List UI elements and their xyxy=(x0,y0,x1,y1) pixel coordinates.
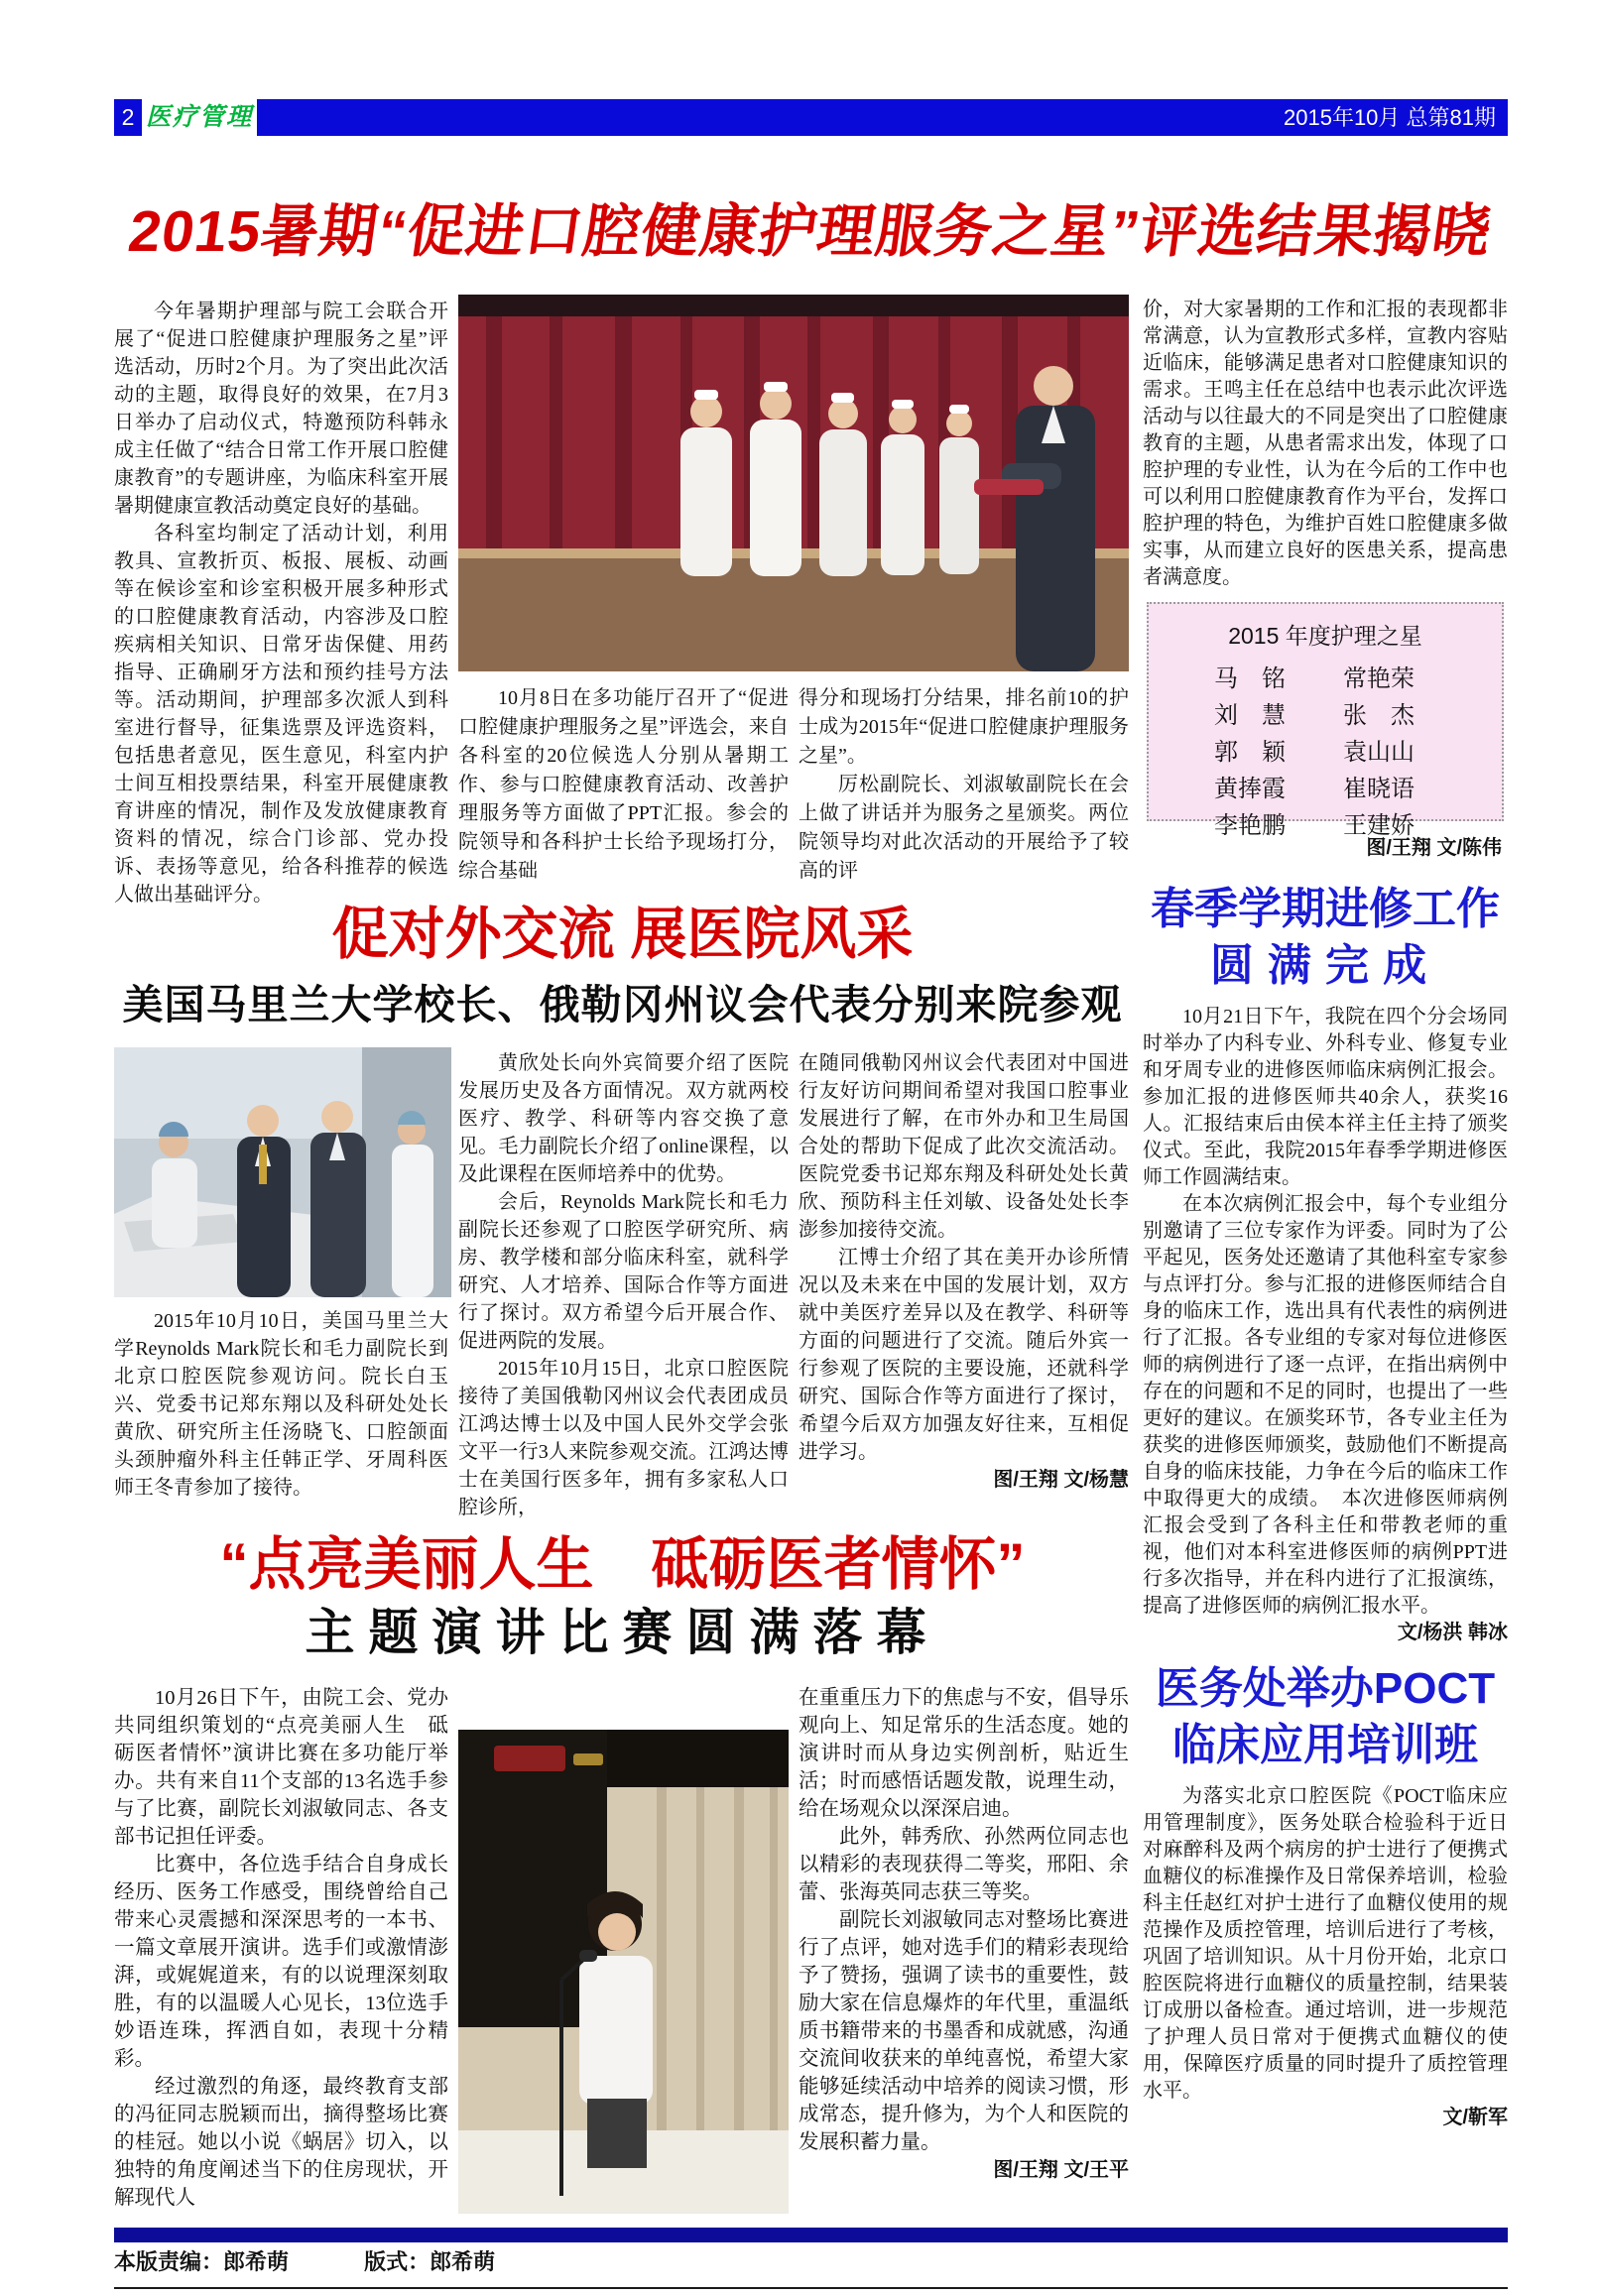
paragraph: 江博士介绍了其在美开办诊所情况以及未来在中国的发展计划，双方就中美医疗差异以及在教学、科研等方面的问题进行了交流。随后外宾一行参观了医院的主要设施，还就科学研究、国际合作等方面进行了探讨，希望今后双方加强友好往来，互相促进学习。 xyxy=(799,1247,1129,1463)
paragraph: 价，对大家暑期的工作和汇报的表现都非常满意，认为宣教形式多样，宣教内容贴近临床，能够满足患者对口腔健康知识的需求。王鸣主任在总结中也表示此次评选活动与以往最大的不同是突出了口腔健康教育的主题，从患者需求出发，体现了口腔护理的专业性，认为在今后的工作中也可以利用口腔健康教育作为平台，发挥口腔护理的特色，为维护百姓口腔健康多做实事，从而建立良好的医患关系，提高患者满意度。 xyxy=(1143,299,1508,588)
star-name: 马 铭 xyxy=(1214,665,1286,692)
footer-rule xyxy=(114,2287,1508,2289)
photo-credit: 图/王翔 文/王平 xyxy=(993,2159,1129,2181)
article2-column2 xyxy=(458,1049,789,1521)
star-name: 李艳鹏 xyxy=(1214,812,1286,839)
article1-column1 xyxy=(114,298,448,908)
paragraph: 厉松副院长、刘淑敏副院长在会上做了讲话并为服务之星颁奖。两位院领导均对此次活动的开展给予了较高的评 xyxy=(799,774,1129,882)
paragraph: 此外，韩秀欣、孙然两位同志也以精彩的表现获得二等奖，邢阳、余蕾、张海英同志获三等奖。 xyxy=(799,1826,1129,1903)
article1-headline: 2015暑期“促进口腔健康护理服务之星”评选结果揭晓 xyxy=(124,199,1496,264)
article3-body xyxy=(1143,1004,1508,1646)
article5-body xyxy=(1143,1783,1508,2131)
photo-speech-contest-graphic xyxy=(458,1730,789,2214)
star-box-title: 2015 年度护理之星 xyxy=(1228,623,1422,649)
paragraph: 今年暑期护理部与院工会联合开展了“促进口腔健康护理服务之星”评选活动，历时2个月。为了突出此次活动的主题，取得良好的效果，在7月3日举办了启动仪式，特邀预防科韩永成主任做了“结合日常工作开展口腔健康教育”的专题讲座，为临床科室开展暑期健康宣教活动奠定良好的基础。 xyxy=(114,301,448,517)
article4-column1 xyxy=(114,1684,448,2212)
paragraph: 在本次病例汇报会中，每个专业组分别邀请了三位专家作为评委。同时为了公平起见，医务处还邀请了其他科室专家参与点评打分。参与汇报的进修医师结合自身的临床工作，选出具有代表性的病例进行了汇报。各专业组的专家对每位进修医师的病例进行了逐一点评，在指出病例中存在的问题和不足的同时，也提出了一些更好的建议。在颁奖环节，各专业主任为获奖的进修医师颁奖，鼓励他们不断提高自身的临床技能，力争在今后的临床工作中取得更大的成绩。 本次进修医师病例汇报会受到了各科主任和带教老师的重视，他们对本科室进修医师的病例PPT进行多次指导，并在科内进行了汇报演练，提高了进修医师的病例汇报水平。 xyxy=(1143,1193,1508,1617)
footer-bar xyxy=(114,2228,1508,2242)
article5-headline-line2: 临床应用培训班 xyxy=(1172,1721,1478,1769)
photo-award-ceremony-graphic xyxy=(458,295,1129,671)
paragraph: 10月21日下午，我院在四个分会场同时举办了内科专业、外科专业、修复专业和牙周专业的进修医师临床病例汇报会。参加汇报的进修医师共40余人，获奖16人。汇报结束后由侯本祥主任主持了颁奖仪式。至此，我院2015年春季学期进修医师工作圆满结束。 xyxy=(1143,1006,1508,1188)
footer-editor: 本版责编：郎希萌 xyxy=(114,2249,290,2274)
article1-column3 xyxy=(799,684,1129,886)
paragraph: 为落实北京口腔医院《POCT临床应用管理制度》，医务处联合检验科于近日对麻醉科及两个病房的护士进行了便携式血糖仪的标准操作及日常保养培训，检验科主任赵红对护士进行了血糖仪使用的规范操作及质控管理，培训后进行了考核，巩固了培训知识。从十月份开始，北京口腔医院将进行血糖仪的质量控制，结果装订成册以备检查。通过培训，进一步规范了护理人员日常对于便携式血糖仪的使用，保障医疗质量的同时提升了质控管理水平。 xyxy=(1143,1785,1508,2102)
paragraph: 2015年10月10日，美国马里兰大学Reynolds Mark院长和毛力副院长到北京口腔医院参观访问。院长白玉兴、党委书记郑东翔以及科研处处长黄欣、研究所主任汤晓飞、口腔颌面头颈肿瘤外科主任韩正学、牙周科医师王冬青参加了接待。 xyxy=(114,1310,448,1499)
paragraph: 得分和现场打分结果，排名前10的护士成为2015年“促进口腔健康护理服务之星”。 xyxy=(799,687,1129,767)
photo-clinic-visit xyxy=(114,1047,451,1297)
star-name: 常艳荣 xyxy=(1343,665,1415,692)
paragraph: 在重重压力下的焦虑与不安，倡导乐观向上、知足常乐的生活态度。她的演讲时而从身边实例剖析，贴近生活；时而感悟话题发散，说理生动，给在场观众以深深启迪。 xyxy=(799,1687,1129,1820)
star-name: 崔晓语 xyxy=(1343,776,1415,802)
photo-clinic-visit-graphic xyxy=(114,1047,451,1297)
article5-headline-line1: 医务处举办POCT xyxy=(1155,1664,1496,1713)
paragraph: 比赛中，各位选手结合自身成长经历、医务工作感受，围绕曾给自己带来心灵震撼和深深思考的一本书、一篇文章展开演讲。选手们或激情澎湃，或娓娓道来，有的以说理深刻取胜，有的以温暖人心见长，13位选手妙语连珠，挥洒自如，表现十分精彩。 xyxy=(114,1854,448,2070)
article2-subhead: 美国马里兰大学校长、俄勒冈州议会代表分别来院参观 xyxy=(122,982,1123,1027)
paragraph: 在随同俄勒冈州议会代表团对中国进行友好访问期间希望对我国口腔事业发展进行了解，在市外办和卫生局国合处的帮助下促成了此次交流活动。医院党委书记郑东翔及科研处处长黄欣、预防科主任刘敏、设备处处长李澎参加接待交流。 xyxy=(799,1052,1129,1241)
article3-headline-line2: 圆满完成 xyxy=(1209,941,1441,990)
star-box xyxy=(1147,602,1504,839)
article2-column1 xyxy=(114,1307,448,1502)
header-bar xyxy=(114,99,1508,136)
article3-headline xyxy=(1143,881,1508,994)
photo-credit: 图/王翔 文/杨慧 xyxy=(993,1469,1129,1491)
star-name: 黄捧霞 xyxy=(1214,776,1286,802)
article3-headline-line1: 春季学期进修工作 xyxy=(1151,885,1500,933)
footer-layout: 版式：郎希萌 xyxy=(364,2249,496,2274)
article1-credit-wrap xyxy=(1143,831,1502,860)
paragraph: 副院长刘淑敏同志对整场比赛进行了点评，她对选手们的精彩表现给予了赞扬，强调了读书的重要性，鼓励大家在信息爆炸的年代里，重温纸质书籍带来的书墨香和成就感，沟通交流间收获来的单纯喜悦，希望大家能够延续活动中培养的阅读习惯，形成常态，提升修为，为个人和医院的发展积蓄力量。 xyxy=(799,1909,1129,2153)
star-name: 张 杰 xyxy=(1343,702,1415,729)
paragraph: 经过激烈的角逐，最终教育支部的冯征同志脱颖而出，摘得整场比赛的桂冠。她以小说《蜗居》切入，以独特的角度阐述当下的住房现状，开解现代人 xyxy=(114,2076,448,2209)
photo-speech-contest xyxy=(458,1730,789,2214)
paragraph: 会后，Reynolds Mark院长和毛力副院长还参观了口腔医学研究所、病房、教学楼和部分临床科室，就科学研究、人才培养、国际合作等方面进行了探讨。双方希望今后开展合作、促进两院的发展。 xyxy=(458,1191,789,1352)
footer-text xyxy=(114,2245,1007,2276)
star-name-list xyxy=(1149,651,1502,844)
article4-subhead: 主题演讲比赛圆满落幕 xyxy=(305,1605,940,1660)
paragraph: 2015年10月15日，北京口腔医院接待了美国俄勒冈州议会代表团成员江鸿达博士以及中国人民外交学会张文平一行3人来院参观交流。江鸿达博士在美国行医多年，拥有多家私人口腔诊所， xyxy=(458,1358,789,1518)
article2-headline: 促对外交流 展医院风采 xyxy=(331,903,914,966)
star-name: 刘 慧 xyxy=(1214,702,1286,729)
paragraph: 10月26日下午，由院工会、党办共同组织策划的“点亮美丽人生 砥砺医者情怀”演讲比赛在多功能厅举办。共有来自11个支部的13名选手参与了比赛，副院长刘淑敏同志、各支部书记担任评委。 xyxy=(114,1687,448,1848)
paragraph: 10月8日在多功能厅召开了“促进口腔健康护理服务之星”评选会，来自各科室的20位候选人分别从暑期工作、参与口腔健康教育活动、改善护理服务等方面做了PPT汇报。参会的院领导和各科护士长给予现场打分，综合基础 xyxy=(458,687,789,882)
issue-date: 2015年10月 总第81期 xyxy=(1284,105,1496,130)
article2-column3 xyxy=(799,1049,1129,1494)
article5-headline xyxy=(1143,1660,1508,1773)
photo-credit: 图/王翔 文/陈伟 xyxy=(1366,837,1502,859)
article4-headline: “点亮美丽人生 砥砺医者情怀” xyxy=(219,1532,1026,1597)
photo-award-ceremony xyxy=(458,295,1129,671)
section-label: 医疗管理 xyxy=(145,103,253,131)
section-label-box xyxy=(142,99,257,136)
page-number: 2 xyxy=(121,104,135,130)
paragraph: 黄欣处长向外宾简要介绍了医院发展历史及各方面情况。双方就两校医疗、教学、科研等内容交换了意见。毛力副院长介绍了online课程，以及此课程在医师培养中的优势。 xyxy=(458,1052,789,1185)
star-name: 袁山山 xyxy=(1343,739,1415,766)
text-credit: 文/杨洪 韩冰 xyxy=(1397,1622,1508,1643)
article1-column2 xyxy=(458,684,789,886)
article4-column3 xyxy=(799,1684,1129,2184)
paragraph: 各科室均制定了活动计划，利用教具、宣教折页、板报、展板、动画等在候诊室和诊室积极开展多种形式的口腔健康教育活动，内容涉及口腔疾病相关知识、日常牙齿保健、用药指导、正确刷牙方法和预约挂号方法等。活动期间，护理部多次派人到科室进行督导，征集选票及评选资料，包括患者意见，医生意见，科室内护士间互相投票结果，科室开展健康教育讲座的情况，制作及发放健康教育资料的情况，综合门诊部、党办投诉、表扬等意见，给各科推荐的候选人做出基础评分。 xyxy=(114,523,448,906)
star-name: 王建娇 xyxy=(1343,812,1415,839)
star-name: 郭 颖 xyxy=(1214,739,1286,766)
article1-column4 xyxy=(1143,297,1508,591)
text-credit: 文/靳军 xyxy=(1442,2107,1508,2128)
